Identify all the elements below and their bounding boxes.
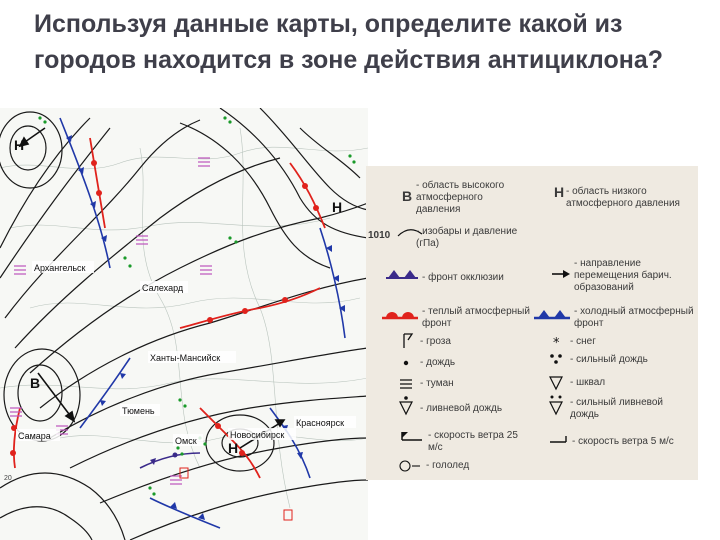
legend-movement-text: - направление перемещения барич. образований <box>574 258 672 293</box>
map-corner-number: 20 <box>4 475 12 482</box>
legend-wind5-text: - скорость ветра 5 м/с <box>572 436 674 447</box>
svg-text:*: * <box>553 336 560 351</box>
legend-high-letter: В <box>402 188 413 204</box>
city-tyumen: Тюмень <box>122 406 155 416</box>
legend-occlusion-text: - фронт окклюзии <box>422 272 504 283</box>
pressure-letter-low-2: Н <box>332 199 343 215</box>
legend-heavy-rain-text: - сильный дождь <box>570 354 648 365</box>
legend-ice-text: - гололед <box>426 460 470 471</box>
pressure-letter-low-1: Н <box>14 137 25 153</box>
legend-fog-text: - туман <box>420 378 454 389</box>
legend-shower-text: - ливневой дождь <box>420 403 503 414</box>
legend-heavy-shower-text: - сильный ливневой дождь <box>570 397 663 420</box>
city-khanty-mansiysk: Ханты-Мансийск <box>150 353 221 363</box>
city-arkhangelsk: Архангельск <box>34 263 86 273</box>
pressure-letter-low-3: Н <box>228 440 239 456</box>
map-svg <box>0 108 368 540</box>
legend-low-text: - область низкого атмосферного давления <box>566 186 680 209</box>
city-labels <box>4 261 356 482</box>
legend-isobar-text: - изобары и давление (гПа) <box>416 226 518 249</box>
city-omsk: Омск <box>175 436 197 446</box>
legend-wind25-text: - скорость ветра 25 м/с <box>428 430 518 453</box>
city-krasnoyarsk: Красноярск <box>296 418 345 428</box>
legend-warm-front-text: - теплый атмосферный фронт <box>422 306 530 329</box>
geography-lines <box>0 128 368 508</box>
legend-isobar-value: 1010 <box>368 230 391 241</box>
legend-snow-text: - снег <box>570 336 596 347</box>
legend-cold-front-text: - холодный атмосферный фронт <box>574 306 694 329</box>
legend-high-text: - область высокого атмосферного давления <box>416 180 505 215</box>
map-legend <box>366 166 698 480</box>
pressure-letter-high: В <box>30 375 41 391</box>
legend-rain-text: - дождь <box>420 357 456 368</box>
city-novosibirsk: Новосибирск <box>230 430 285 440</box>
legend-low-letter: Н <box>554 184 565 200</box>
legend-squall-text: - шквал <box>570 377 606 388</box>
question-title: Используя данные карты, определите какой из городов находится в зоне действия антициклона? <box>34 10 664 74</box>
occlusion-front <box>140 453 200 469</box>
squall-markers <box>180 468 292 520</box>
legend-thunder-text: - гроза <box>420 336 451 347</box>
synoptic-map <box>0 108 368 540</box>
city-samara: Самара <box>18 431 51 441</box>
warm-fronts <box>10 138 325 478</box>
city-salekhard: Салехард <box>142 283 184 293</box>
isobars <box>0 108 368 540</box>
